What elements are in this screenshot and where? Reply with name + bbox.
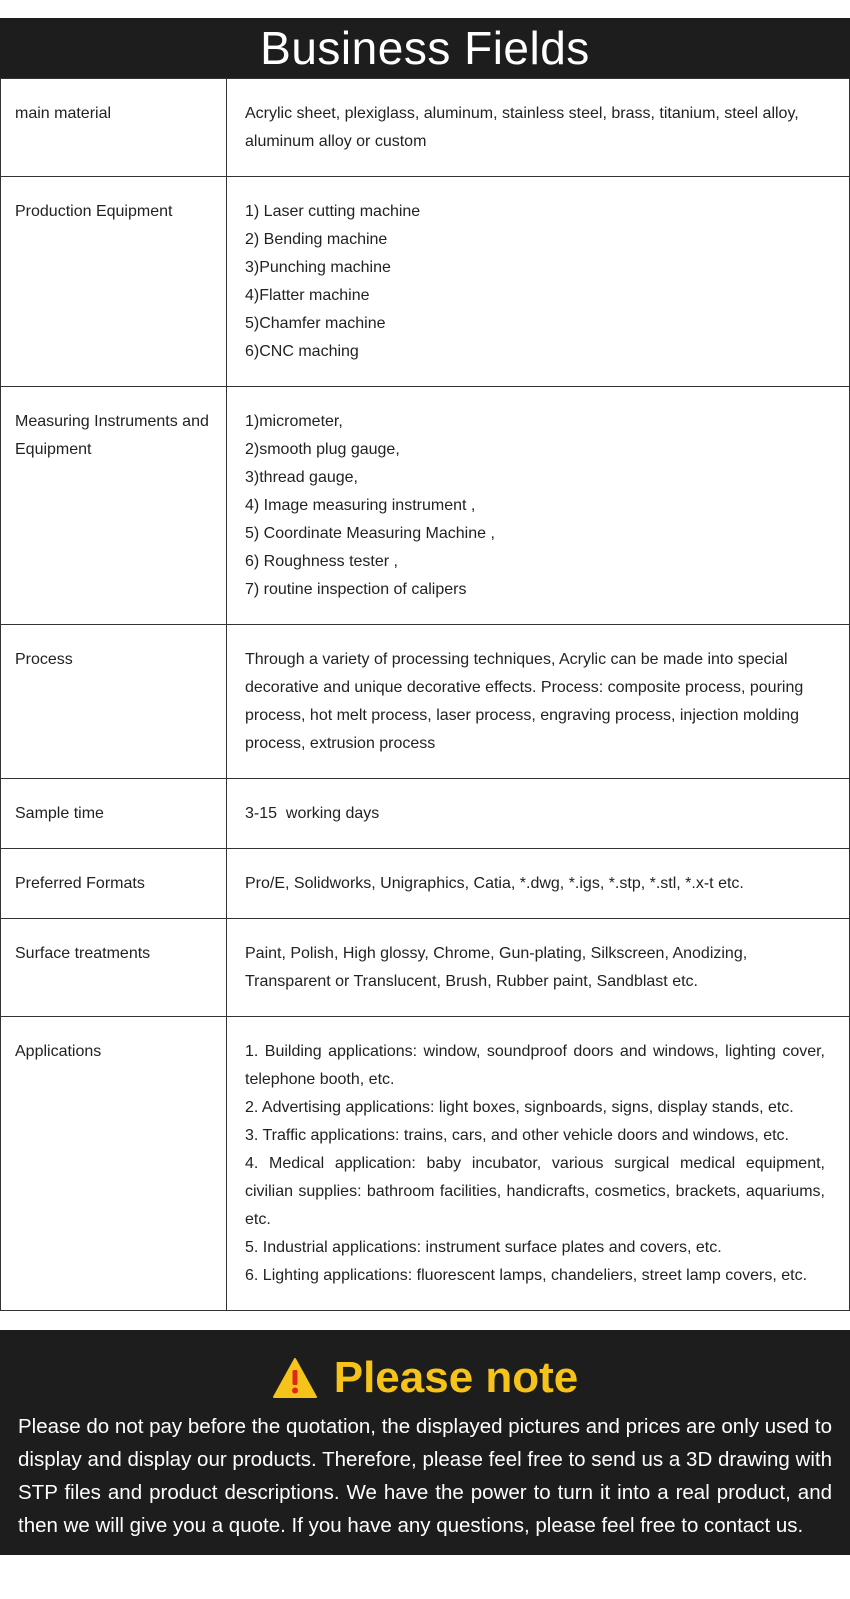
table-row bbox=[1, 177, 850, 387]
row-label: Preferred Formats bbox=[1, 849, 227, 919]
warning-triangle-icon bbox=[272, 1357, 318, 1399]
row-label: Production Equipment bbox=[1, 177, 227, 387]
table-row bbox=[1, 625, 850, 779]
row-label: Process bbox=[1, 625, 227, 779]
value-line: 5. Industrial applications: instrument surface plates and covers, etc. bbox=[245, 1239, 722, 1256]
value-line: 3-15 working days bbox=[245, 805, 380, 822]
table-row bbox=[1, 79, 850, 177]
value-line: 6. Lighting applications: fluorescent lamps, chandeliers, street lamp covers, etc. bbox=[245, 1267, 808, 1284]
note-heading bbox=[0, 1350, 850, 1405]
page-header bbox=[0, 18, 850, 78]
row-label: main material bbox=[1, 79, 227, 177]
row-value bbox=[227, 625, 850, 779]
value-line: 4) Image measuring instrument , bbox=[245, 497, 476, 514]
note-text: Please do not pay before the quotation, the displayed pictures and prices are only used to display and display our products. Therefore, please feel free to send us a 3D drawing with STP files and product descriptions. We have the power to turn it into a real product, and then we will give you a quote. If you have any questions, please feel free to contact us. bbox=[18, 1415, 832, 1537]
page-title: Business Fields bbox=[260, 22, 590, 74]
row-value bbox=[227, 177, 850, 387]
note-title: Please note bbox=[333, 1352, 579, 1402]
value-line: Pro/E, Solidworks, Unigraphics, Catia, *.dwg, *.igs, *.stp, *.stl, *.x-t etc. bbox=[245, 875, 744, 892]
row-value bbox=[227, 919, 850, 1017]
value-line: 5)Chamfer machine bbox=[245, 315, 386, 332]
value-line: 4. Medical application: baby incubator, various surgical medical equipment, civilian supplies: bathroom facilities, handicrafts, cosmetics, brackets, aquariums, etc. bbox=[245, 1155, 825, 1228]
table-row bbox=[1, 919, 850, 1017]
value-line: 2)smooth plug gauge, bbox=[245, 441, 400, 458]
value-line: 1) Laser cutting machine bbox=[245, 203, 421, 220]
value-line: 6) Roughness tester , bbox=[245, 553, 398, 570]
value-line: 2. Advertising applications: light boxes, signboards, signs, display stands, etc. bbox=[245, 1099, 794, 1116]
value-line: 1. Building applications: window, soundproof doors and windows, lighting cover, telephone booth, etc. bbox=[245, 1043, 825, 1088]
row-label: Measuring Instruments and Equipment bbox=[1, 387, 227, 625]
business-fields-table bbox=[0, 78, 850, 1311]
row-label: Sample time bbox=[1, 779, 227, 849]
row-value bbox=[227, 79, 850, 177]
table-row bbox=[1, 849, 850, 919]
table-row bbox=[1, 1017, 850, 1311]
value-line: 2) Bending machine bbox=[245, 231, 388, 248]
row-value bbox=[227, 849, 850, 919]
value-line: 7) routine inspection of calipers bbox=[245, 581, 467, 598]
table-row bbox=[1, 779, 850, 849]
value-line: 4)Flatter machine bbox=[245, 287, 370, 304]
value-line: 6)CNC maching bbox=[245, 343, 359, 360]
value-line: Paint, Polish, High glossy, Chrome, Gun-plating, Silkscreen, Anodizing, Transparent or Translucent, Brush, Rubber paint, Sandblast etc. bbox=[245, 945, 748, 990]
value-line: 5) Coordinate Measuring Machine , bbox=[245, 525, 495, 542]
row-value bbox=[227, 387, 850, 625]
value-line: 1)micrometer, bbox=[245, 413, 343, 430]
value-line: 3. Traffic applications: trains, cars, and other vehicle doors and windows, etc. bbox=[245, 1127, 789, 1144]
row-value bbox=[227, 1017, 850, 1311]
value-line: 3)thread gauge, bbox=[245, 469, 358, 486]
please-note-panel bbox=[0, 1330, 850, 1555]
row-label: Surface treatments bbox=[1, 919, 227, 1017]
table-row bbox=[1, 387, 850, 625]
value-line: 3)Punching machine bbox=[245, 259, 391, 276]
value-line: Through a variety of processing techniques, Acrylic can be made into special decorative and unique decorative effects. Process: composite process, pouring process, hot melt process, laser process, engraving process, injection molding process, extrusion process bbox=[245, 651, 804, 752]
row-value bbox=[227, 779, 850, 849]
row-label: Applications bbox=[1, 1017, 227, 1311]
value-line: Acrylic sheet, plexiglass, aluminum, stainless steel, brass, titanium, steel alloy, aluminum alloy or custom bbox=[245, 105, 799, 150]
